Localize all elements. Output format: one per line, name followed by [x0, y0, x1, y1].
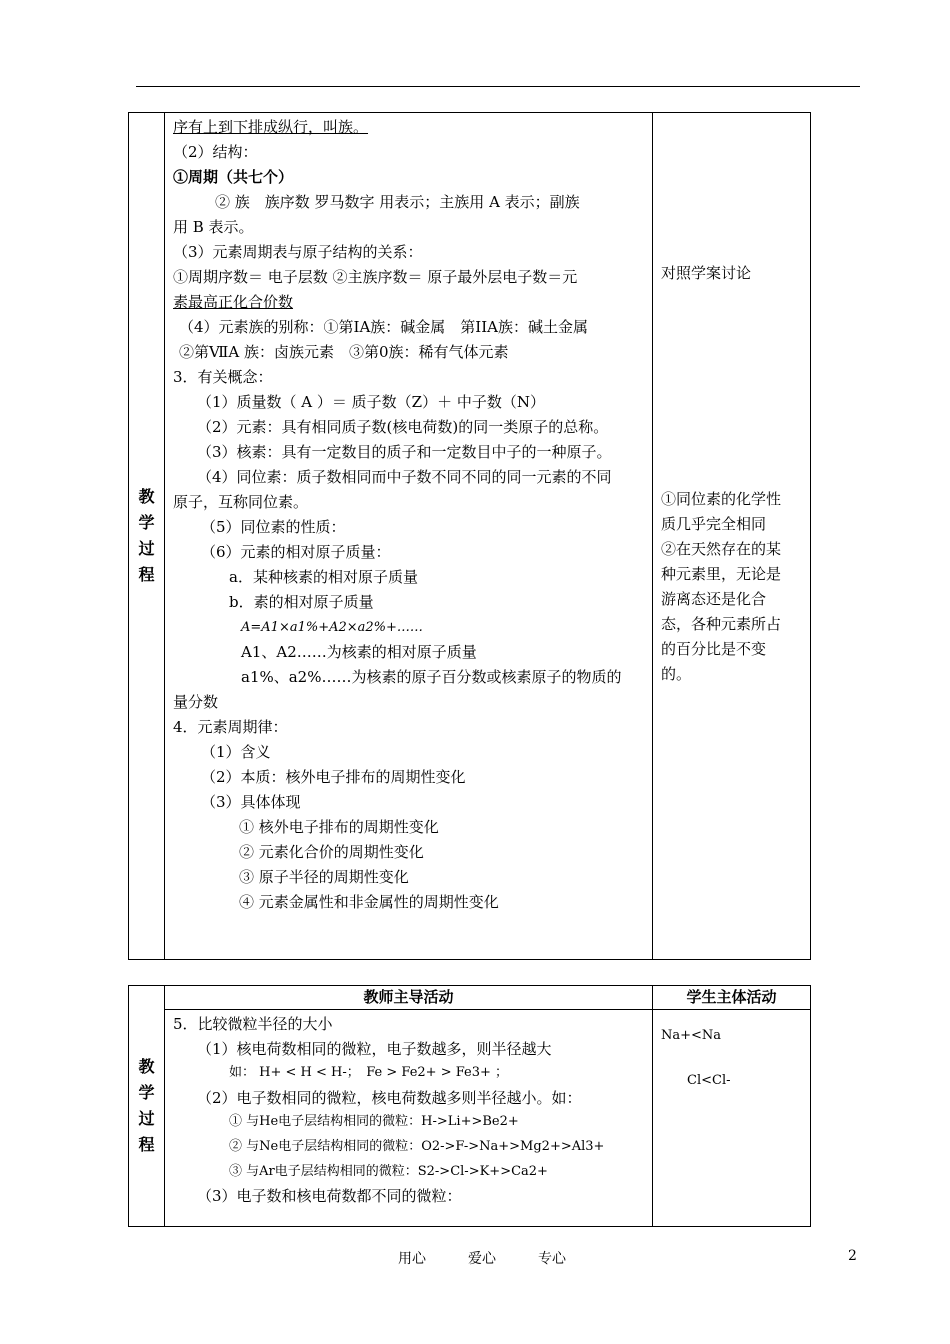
section-label: 教 学 过 程	[129, 986, 165, 1227]
header-rule	[136, 86, 860, 87]
content-line: a．某种核素的相对原子质量	[229, 568, 418, 586]
content-line: ② 元素化合价的周期性变化	[239, 843, 424, 861]
footer-motto: 用心 爱心 专心	[398, 1251, 566, 1267]
content-line: （3）具体体现	[201, 793, 301, 811]
side-note-line: 的。	[661, 665, 692, 683]
content-line: ①周期序数＝ 电子层数 ②主族序数＝ 原子最外层电子数＝元	[173, 268, 578, 286]
content-line: ② 族 族序数 罗马数字 用表示；主族用 A 表示；副族	[215, 193, 580, 211]
content-line: （1）质量数（ A ）＝ 质子数（Z）＋ 中子数（N）	[197, 393, 545, 411]
side-note-line: 种元素里，无论是	[661, 565, 782, 583]
teacher-content	[165, 113, 653, 960]
side-note-line: 质几乎完全相同	[661, 515, 767, 533]
content-line: （6）元素的相对原子质量：	[201, 543, 391, 561]
content-line: ① 核外电子排布的周期性变化	[239, 818, 439, 836]
section-label: 教 学 过 程	[129, 113, 165, 960]
content-line: 如： H+ < H < H-； Fe > Fe2+ > Fe3+ ；	[229, 1065, 509, 1081]
side-note: Cl<Cl-	[687, 1072, 731, 1088]
student-content	[653, 1010, 811, 1227]
lesson-table-2	[128, 985, 811, 1227]
content-line: （1）核电荷数相同的微粒，电子数越多，则半径越大	[197, 1039, 552, 1058]
content-line: （2）电子数相同的微粒，核电荷数越多则半径越小。如：	[197, 1088, 582, 1107]
content-line: （1）含义	[201, 743, 271, 761]
content-line: （5）同位素的性质：	[201, 518, 346, 536]
content-line: 量分数	[173, 693, 219, 711]
teacher-content	[165, 1010, 653, 1227]
student-content	[653, 113, 811, 960]
side-note: 对照学案讨论	[661, 264, 752, 282]
content-line: 原子，互称同位素。	[173, 493, 309, 511]
page-number: 2	[848, 1248, 857, 1264]
content-line: （3）核素：具有一定数目的质子和一定数目中子的一种原子。	[197, 443, 612, 461]
student-activity-header: 学生主体活动	[653, 986, 811, 1010]
content-line: （2）结构：	[173, 143, 258, 161]
content-line: b．素的相对原子质量	[229, 593, 374, 611]
content-line: 用 B 表示。	[173, 218, 254, 236]
side-note-line: 游离态还是化合	[661, 590, 767, 608]
content-line: （4）元素族的别称：①第ⅠA族：碱金属 第ⅠIA族：碱土金属	[179, 318, 588, 336]
content-line: （2）元素：具有相同质子数(核电荷数)的同一类原子的总称。	[197, 418, 609, 436]
teacher-activity-header: 教师主导活动	[165, 986, 653, 1010]
side-note-line: ①同位素的化学性	[661, 490, 782, 508]
content-line: ①周期（共七个）	[173, 168, 294, 186]
side-note: Na+<Na	[661, 1028, 722, 1043]
content-line: ④ 元素金属性和非金属性的周期性变化	[239, 893, 499, 911]
lesson-table-1	[128, 112, 811, 960]
content-line: （2）本质：核外电子排布的周期性变化	[201, 768, 466, 786]
side-note-line: 态，各种元素所占	[661, 615, 782, 633]
content-line: 素最高正化合价数	[173, 293, 294, 311]
formula-line: A=A1×a1%+A2×a2%+……	[241, 620, 423, 635]
content-line: 3．有关概念：	[173, 368, 273, 386]
side-note-line: 的百分比是不变	[661, 640, 767, 658]
content-line: A1、A2……为核素的相对原子质量	[241, 643, 477, 661]
content-line: （3）电子数和核电荷数都不同的微粒：	[197, 1187, 462, 1206]
content-line: ② 与Ne电子层结构相同的微粒：O2->F->Na+>Mg2+>Al3+	[229, 1138, 605, 1154]
content-line: （3）元素周期表与原子结构的关系：	[173, 243, 423, 261]
content-line: 序有上到下排成纵行，叫族。	[173, 118, 369, 136]
content-line: 5．比较微粒半径的大小	[173, 1015, 333, 1033]
content-line: （4）同位素：质子数相同而中子数不同不同的同一元素的不同	[197, 468, 612, 486]
content-line: 4．元素周期律：	[173, 718, 288, 736]
side-note-line: ②在天然存在的某	[661, 540, 782, 558]
content-line: ③ 原子半径的周期性变化	[239, 868, 409, 886]
content-line: ③ 与Ar电子层结构相同的微粒：S2->Cl->K+>Ca2+	[229, 1163, 548, 1179]
content-line: ②第ⅦA 族：卤族元素 ③第0族：稀有气体元素	[179, 343, 509, 361]
content-line: ① 与He电子层结构相同的微粒：H->Li+>Be2+	[229, 1114, 519, 1130]
content-line: a1%、a2%……为核素的原子百分数或核素原子的物质的	[241, 668, 622, 686]
